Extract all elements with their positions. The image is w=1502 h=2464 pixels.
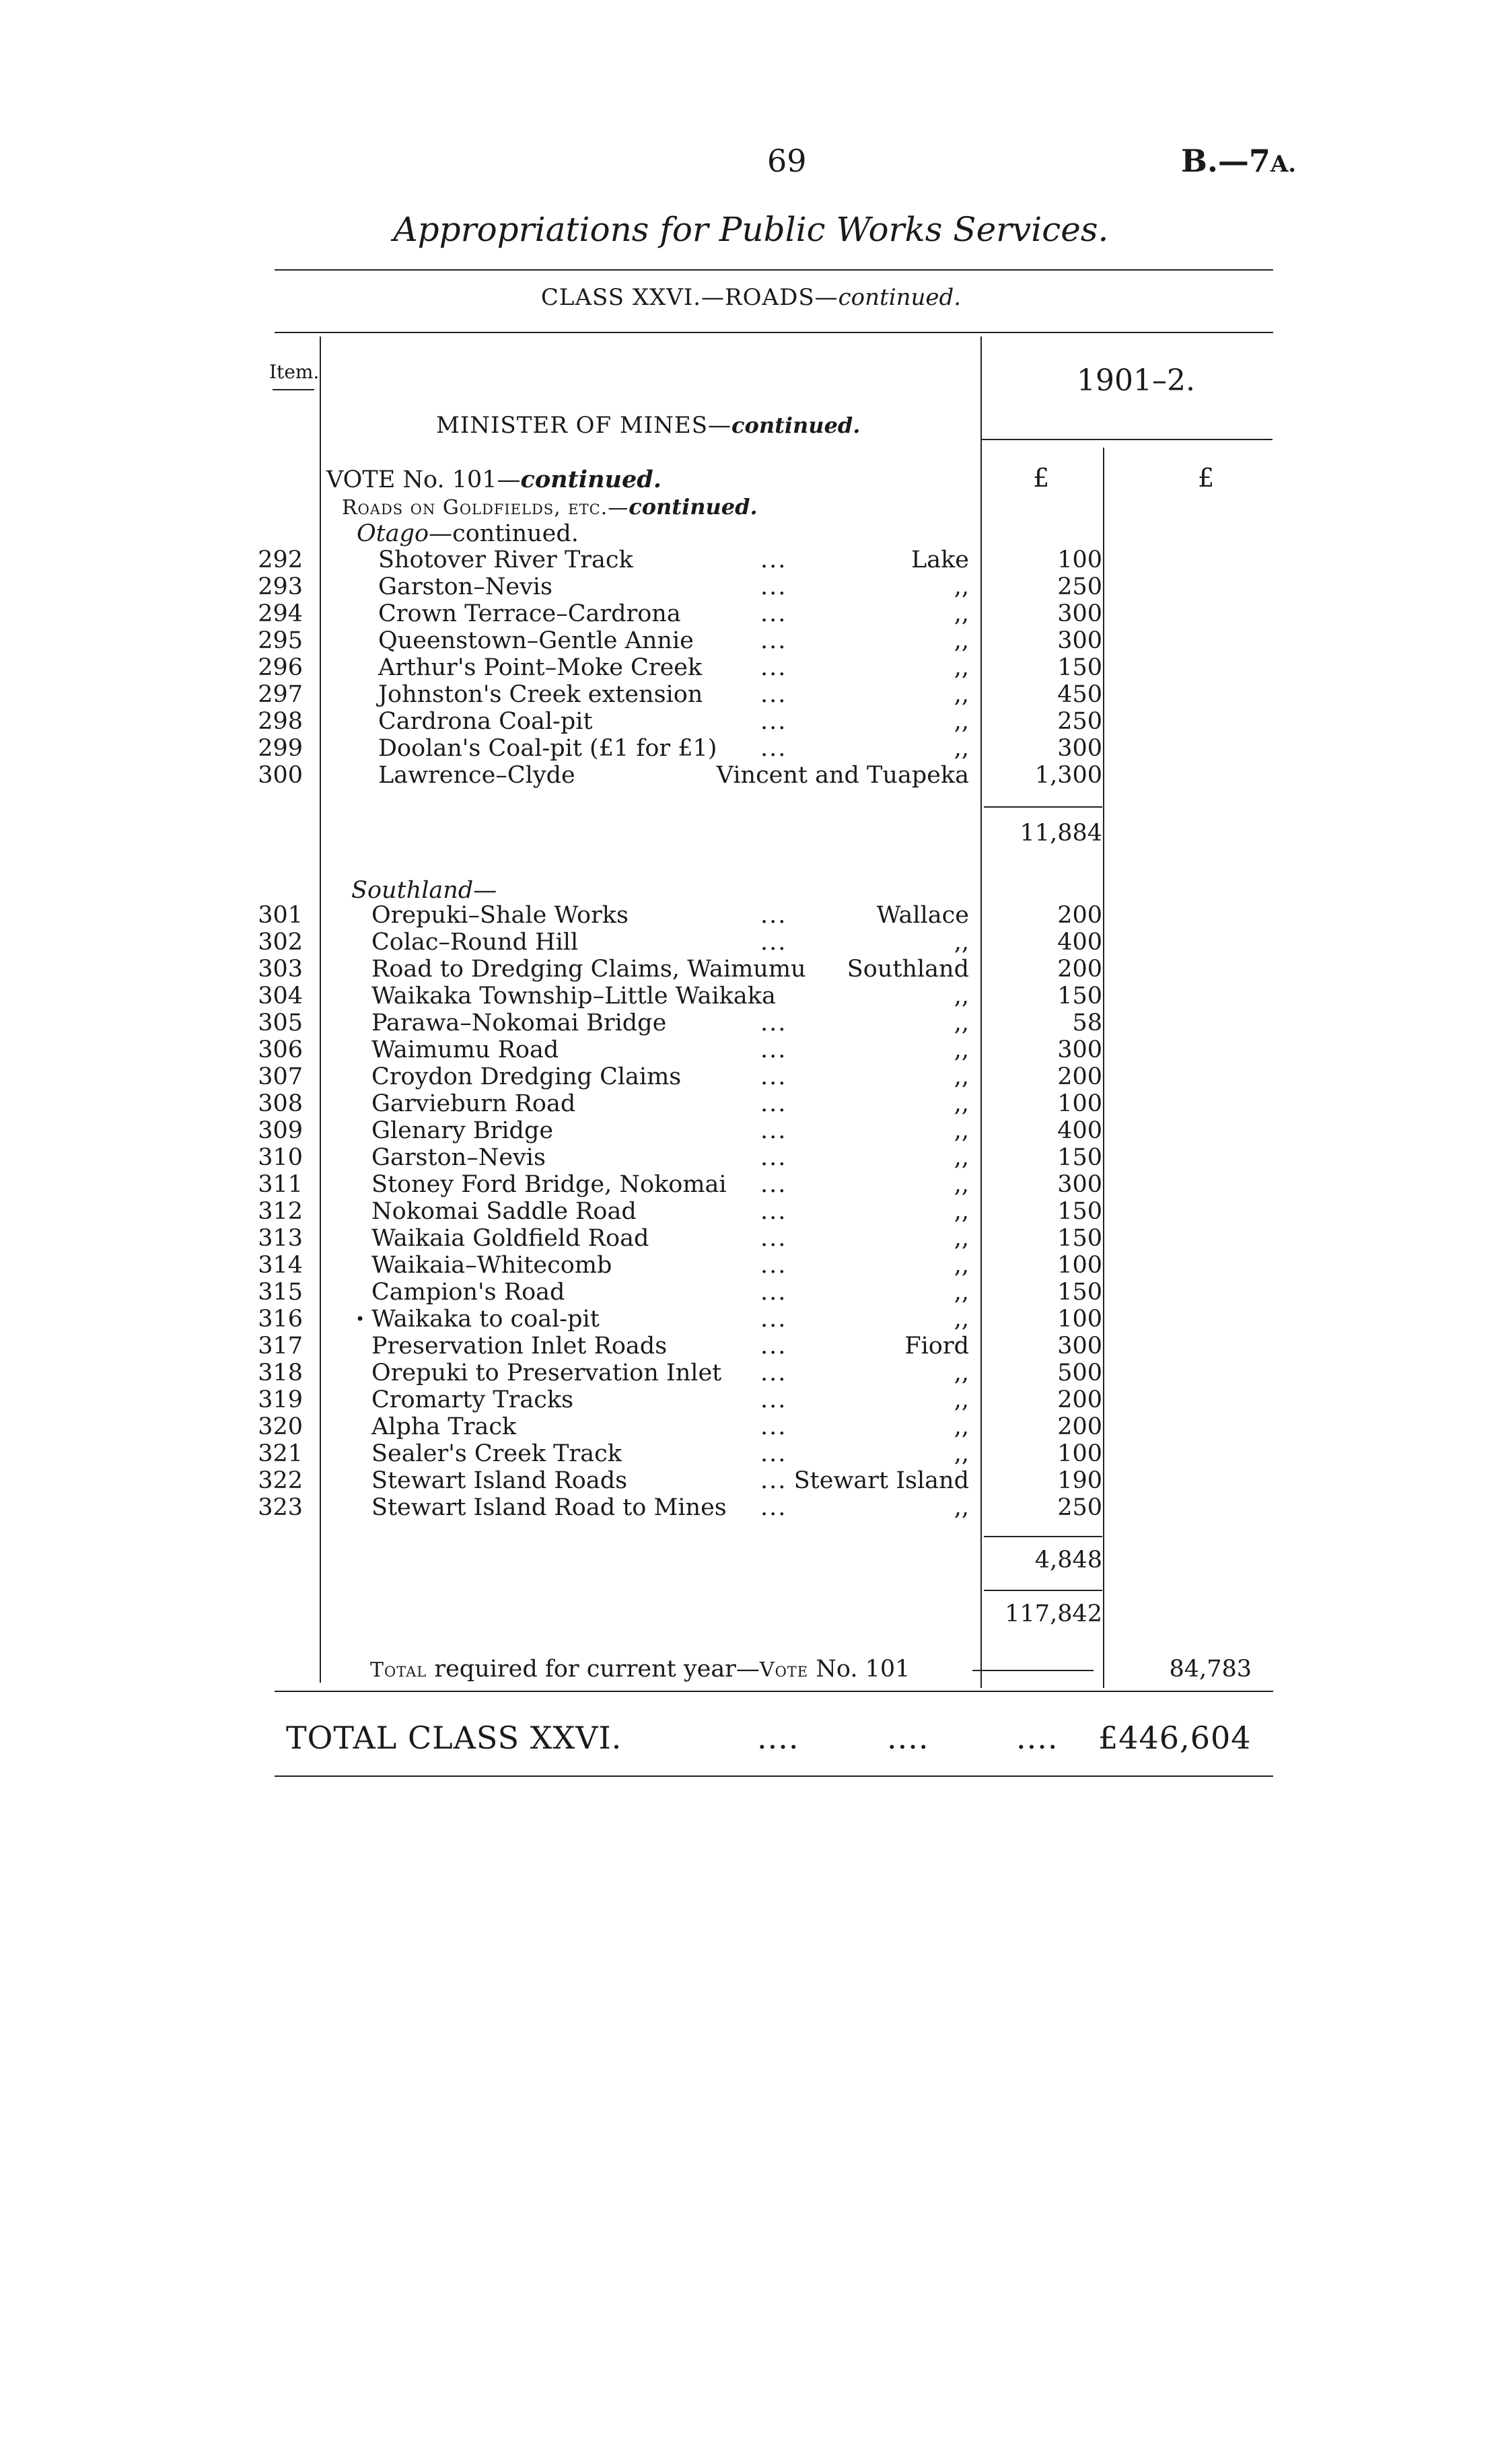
year-column-header: 1901–2. <box>1077 363 1195 398</box>
roads-heading-suffix: continued. <box>629 494 758 520</box>
district: ,, <box>954 1171 969 1198</box>
rule-table-bottom <box>275 1691 1273 1692</box>
otago-heading-main: Otago <box>357 520 429 547</box>
leader-dots: ... <box>760 1252 787 1279</box>
southland-heading-label: Southland— <box>351 877 497 904</box>
district: ,, <box>954 735 969 762</box>
road-name: Cardrona Coal-pit <box>378 708 593 735</box>
district: ,, <box>954 1036 969 1063</box>
amount: 250 <box>1057 708 1102 735</box>
total-required-vote-no: No. 101 <box>816 1656 910 1683</box>
item-number: 314 <box>258 1252 303 1279</box>
page-title: Appropriations for Public Works Services. <box>393 210 1109 249</box>
leader-dots: ... <box>760 1467 787 1494</box>
road-name: Glenary Bridge <box>371 1117 554 1144</box>
item-number: 315 <box>258 1279 303 1306</box>
pound-symbol-2: £ <box>1198 463 1215 493</box>
minister-heading-main: MINISTER OF MINES— <box>436 412 731 439</box>
leader-dots: ... <box>760 654 787 681</box>
district: ,, <box>954 1090 969 1117</box>
leader-dots: ... <box>760 1440 787 1467</box>
item-number: 311 <box>258 1171 303 1198</box>
page-number: 69 <box>767 143 807 179</box>
amount: 200 <box>1057 1413 1102 1440</box>
item-number: 296 <box>258 654 303 681</box>
amount: 300 <box>1057 627 1102 654</box>
vote-heading <box>326 466 661 493</box>
grand-total-dots-2: .... <box>887 1720 929 1756</box>
district: ,, <box>954 600 969 627</box>
amount-column-line <box>1103 448 1104 1688</box>
district: ,, <box>954 1440 969 1467</box>
amount: 200 <box>1057 956 1102 983</box>
amount: 400 <box>1057 1117 1102 1144</box>
district: ,, <box>954 681 969 708</box>
otago-subtotal: 11,884 <box>1020 820 1102 847</box>
amount: 300 <box>1057 735 1102 762</box>
leader-dots: ... <box>760 708 787 735</box>
leader-dots: ... <box>760 1279 787 1306</box>
leader-dots: ... <box>760 1225 787 1252</box>
item-column-header: Item. <box>269 361 320 383</box>
rule-table-top <box>275 332 1273 333</box>
road-name: Stewart Island Roads <box>371 1467 628 1494</box>
grand-total-label: TOTAL CLASS XXVI. <box>286 1720 622 1756</box>
leader-dots: ... <box>760 1386 787 1413</box>
amount: 300 <box>1057 1036 1102 1063</box>
amount: 200 <box>1057 1063 1102 1090</box>
leader-dots: ... <box>760 1010 787 1036</box>
district: ,, <box>954 1010 969 1036</box>
leader-dots: ... <box>760 1333 787 1360</box>
district: Wallace <box>876 902 969 929</box>
item-header-rule <box>273 389 314 390</box>
road-name: Stoney Ford Bridge, Nokomai <box>371 1171 727 1198</box>
vote-heading-suffix: continued. <box>520 466 661 493</box>
amount: 250 <box>1057 1494 1102 1521</box>
amount: 100 <box>1057 1306 1102 1333</box>
amount: 450 <box>1057 681 1102 708</box>
road-name: Waikaka to coal-pit <box>371 1306 600 1333</box>
item-number: 309 <box>258 1117 303 1144</box>
vote-heading-main: VOTE No. 101— <box>326 466 521 493</box>
road-name: Queenstown–Gentle Annie <box>378 627 694 654</box>
class-title-suffix: continued. <box>838 284 962 311</box>
amount: 500 <box>1057 1360 1102 1386</box>
road-name: Garston–Nevis <box>371 1144 546 1171</box>
item-number: 313 <box>258 1225 303 1252</box>
minister-heading-suffix: continued. <box>731 413 861 438</box>
item-number: 318 <box>258 1360 303 1386</box>
road-name: Lawrence–Clyde <box>378 762 575 789</box>
amount: 100 <box>1057 1440 1102 1467</box>
road-name: Sealer's Creek Track <box>371 1440 622 1467</box>
district: ,, <box>954 1144 969 1171</box>
otago-subtotal-rule <box>984 806 1102 808</box>
leader-dots: ... <box>760 902 787 929</box>
road-name: Preservation Inlet Roads <box>371 1333 668 1360</box>
total-required-prefix: Total <box>370 1658 427 1682</box>
amount: 150 <box>1057 1225 1102 1252</box>
paper-ref-suffix: A. <box>1270 151 1297 178</box>
road-name: Croydon Dredging Claims <box>371 1063 682 1090</box>
amount: 300 <box>1057 1333 1102 1360</box>
district: ,, <box>954 1225 969 1252</box>
rule-top <box>275 269 1273 271</box>
road-name: Orepuki to Preservation Inlet <box>371 1360 722 1386</box>
road-name: Garvieburn Road <box>371 1090 576 1117</box>
district: Vincent and Tuapeka <box>716 762 969 789</box>
leader-dots: ... <box>760 573 787 600</box>
otago-heading <box>357 520 579 547</box>
item-number: 303 <box>258 956 303 983</box>
amount: 200 <box>1057 1386 1102 1413</box>
road-name: Crown Terrace–Cardrona <box>378 600 681 627</box>
district: ,, <box>954 983 969 1010</box>
district: ,, <box>954 1279 969 1306</box>
road-name: Johnston's Creek extension <box>378 681 703 708</box>
leader-dots: ... <box>760 1036 787 1063</box>
grand-total-dots-3: .... <box>1016 1720 1059 1756</box>
road-name: Road to Dredging Claims, Waimumu <box>371 956 806 983</box>
district: ,, <box>954 1306 969 1333</box>
item-number: 321 <box>258 1440 303 1467</box>
item-number: 301 <box>258 902 303 929</box>
district: ,, <box>954 627 969 654</box>
leader-dots: ... <box>760 735 787 762</box>
grand-total-amount: £446,604 <box>1098 1720 1252 1756</box>
roads-heading <box>342 493 758 520</box>
leader-dots: ... <box>760 1306 787 1333</box>
road-name: Stewart Island Road to Mines <box>371 1494 727 1521</box>
leader-dots: ... <box>760 1171 787 1198</box>
district: ,, <box>954 1117 969 1144</box>
leader-dots: ... <box>760 1117 787 1144</box>
amount: 100 <box>1057 1090 1102 1117</box>
road-name: Waikaia–Whitecomb <box>371 1252 612 1279</box>
district: Lake <box>910 547 969 573</box>
amount: 250 <box>1057 573 1102 600</box>
district: ,, <box>954 929 969 956</box>
leader-dots: ... <box>760 1090 787 1117</box>
district: ,, <box>954 1063 969 1090</box>
district: Fiord <box>904 1333 969 1360</box>
item-number: 293 <box>258 573 303 600</box>
total-required-dash <box>972 1670 1094 1671</box>
item-number: 323 <box>258 1494 303 1521</box>
leader-dots: ... <box>760 681 787 708</box>
item-number: 307 <box>258 1063 303 1090</box>
southland-subtotal: 4,848 <box>1034 1547 1102 1574</box>
road-name: Waikaia Goldfield Road <box>371 1225 649 1252</box>
item-number: 299 <box>258 735 303 762</box>
year-header-rule <box>982 439 1273 440</box>
amount: 200 <box>1057 902 1102 929</box>
road-name: Orepuki–Shale Works <box>371 902 629 929</box>
district: ,, <box>954 708 969 735</box>
road-name: Cromarty Tracks <box>371 1386 574 1413</box>
item-number: 295 <box>258 627 303 654</box>
road-name: Waikaka Township–Little Waikaka <box>371 983 776 1010</box>
paper-reference <box>1181 143 1296 179</box>
amount: 150 <box>1057 1279 1102 1306</box>
road-name: Doolan's Coal-pit (£1 for £1) <box>378 735 717 762</box>
roads-heading-main: Roads on Goldfields, etc.— <box>342 496 629 520</box>
leader-dots: ... <box>760 547 787 573</box>
leader-dots: ... <box>760 1198 787 1225</box>
item-number: 302 <box>258 929 303 956</box>
road-name: Arthur's Point–Moke Creek <box>378 654 703 681</box>
road-name: Alpha Track <box>371 1413 517 1440</box>
district: ,, <box>954 1413 969 1440</box>
item-number: 317 <box>258 1333 303 1360</box>
amount: 150 <box>1057 983 1102 1010</box>
road-name: Colac–Round Hill <box>371 929 579 956</box>
item-number: 297 <box>258 681 303 708</box>
amount: 100 <box>1057 1252 1102 1279</box>
item-number: 312 <box>258 1198 303 1225</box>
rule-page-bottom <box>275 1775 1273 1777</box>
minister-heading <box>436 412 860 439</box>
item-number: 305 <box>258 1010 303 1036</box>
road-name: Garston–Nevis <box>378 573 552 600</box>
item-number: 310 <box>258 1144 303 1171</box>
district: ,, <box>954 573 969 600</box>
amount: 300 <box>1057 600 1102 627</box>
leader-dots: ... <box>760 1063 787 1090</box>
amount: 1,300 <box>1034 762 1102 789</box>
paper-ref-main: B.—7 <box>1181 143 1271 179</box>
item-number: 316 <box>258 1306 303 1333</box>
district: ,, <box>954 1252 969 1279</box>
southland-heading <box>351 877 497 904</box>
amount: 400 <box>1057 929 1102 956</box>
road-name: Nokomai Saddle Road <box>371 1198 637 1225</box>
leader-dots: ... <box>760 1494 787 1521</box>
class-title <box>0 284 1502 311</box>
item-number: 298 <box>258 708 303 735</box>
item-number: 304 <box>258 983 303 1010</box>
item-number: 308 <box>258 1090 303 1117</box>
vote-subtotal: 117,842 <box>1005 1600 1102 1627</box>
district: Stewart Island <box>793 1467 969 1494</box>
amount: 150 <box>1057 1198 1102 1225</box>
leader-dots: ... <box>760 929 787 956</box>
otago-heading-suffix: —continued. <box>429 520 579 547</box>
class-title-main: CLASS XXVI.—ROADS— <box>540 284 838 311</box>
road-name: Shotover River Track <box>378 547 633 573</box>
leader-dots: ... <box>760 627 787 654</box>
amount: 150 <box>1057 1144 1102 1171</box>
leader-dots: ... <box>760 1413 787 1440</box>
district: Southland <box>847 956 969 983</box>
leader-dots: ... <box>760 1360 787 1386</box>
district: ,, <box>954 1198 969 1225</box>
item-number: 300 <box>258 762 303 789</box>
amount: 58 <box>1072 1010 1102 1036</box>
total-required-label <box>370 1656 910 1683</box>
item-column-line <box>320 337 321 1683</box>
road-name: Campion's Road <box>371 1279 565 1306</box>
amount: 190 <box>1057 1467 1102 1494</box>
road-name: Parawa–Nokomai Bridge <box>371 1010 667 1036</box>
pound-symbol-1: £ <box>1033 463 1050 493</box>
vote-subtotal-rule <box>984 1590 1102 1591</box>
total-required-text: required for current year— <box>434 1656 760 1683</box>
district: ,, <box>954 654 969 681</box>
leader-dots: ... <box>760 600 787 627</box>
road-name: Waimumu Road <box>371 1036 559 1063</box>
grand-total-dots-1: .... <box>757 1720 799 1756</box>
total-required-amount: 84,783 <box>1169 1656 1252 1683</box>
southland-subtotal-rule <box>984 1536 1102 1537</box>
item-number: 294 <box>258 600 303 627</box>
district: ,, <box>954 1494 969 1521</box>
amount: 100 <box>1057 547 1102 573</box>
item-number: 320 <box>258 1413 303 1440</box>
item-number: 306 <box>258 1036 303 1063</box>
item-number: 322 <box>258 1467 303 1494</box>
amount: 300 <box>1057 1171 1102 1198</box>
bullet-mark: • <box>355 1310 365 1329</box>
district: ,, <box>954 1386 969 1413</box>
district: ,, <box>954 1360 969 1386</box>
amount: 150 <box>1057 654 1102 681</box>
item-number: 292 <box>258 547 303 573</box>
item-number: 319 <box>258 1386 303 1413</box>
total-required-vote: Vote <box>759 1658 809 1682</box>
leader-dots: ... <box>760 1144 787 1171</box>
